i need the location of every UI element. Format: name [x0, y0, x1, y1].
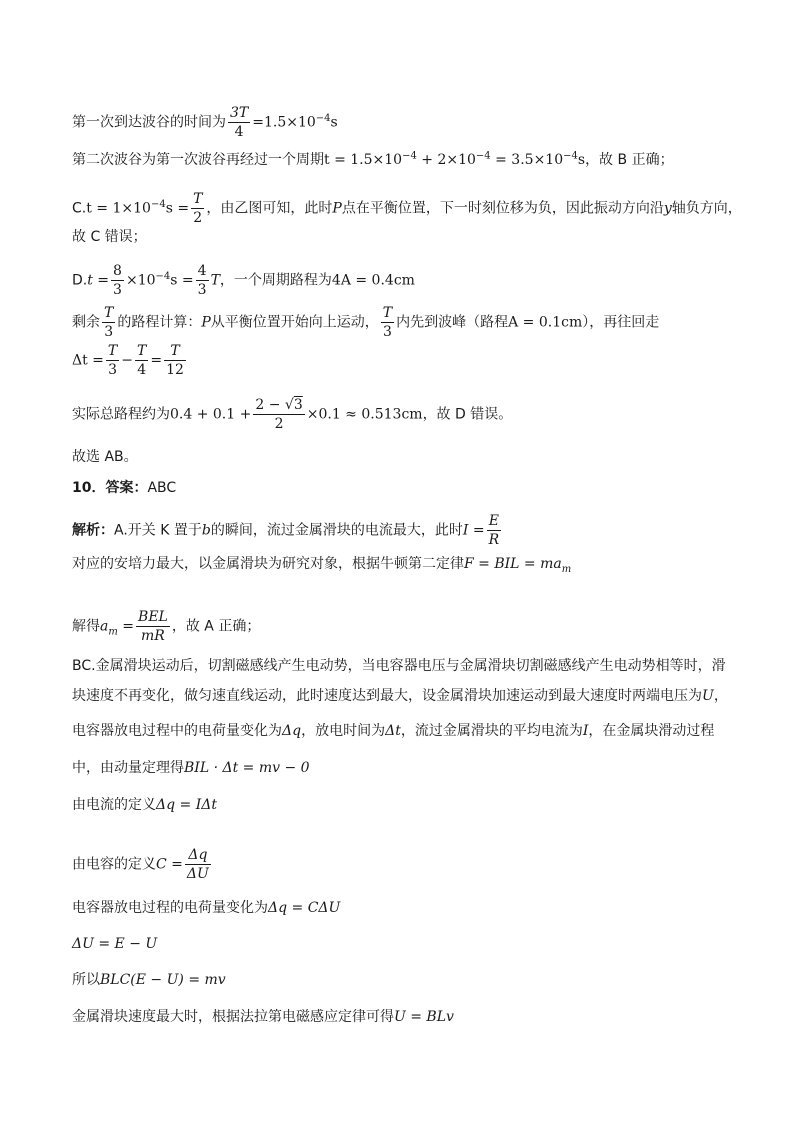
- minus: −: [121, 352, 133, 369]
- line-momentum-theorem: [72, 758, 310, 778]
- line-newton-law: [72, 554, 571, 574]
- fraction-numerator: BEL: [138, 609, 168, 625]
- math: + 2×10: [416, 152, 476, 168]
- text: 点在平衡位置，下一时刻位移为负，因此振动方向沿: [341, 200, 664, 217]
- text: 剩余: [72, 314, 100, 331]
- math: ×10: [125, 272, 156, 289]
- fraction-t-over-4: [135, 342, 148, 379]
- subscript: m: [561, 563, 572, 575]
- text: A.开关 K 置于: [114, 522, 202, 539]
- line-option-c: [72, 190, 742, 227]
- axis-y: y: [663, 200, 672, 217]
- text: 解得: [72, 618, 100, 635]
- line-delta-t: [72, 342, 188, 379]
- option-label: D.: [72, 272, 88, 289]
- fraction-e-over-r: [487, 512, 502, 549]
- text: 的瞬间，流过金属滑块的电流最大，此时: [210, 522, 463, 539]
- fraction-t-over-3: [102, 304, 115, 341]
- line-bc-voltage: [72, 686, 728, 706]
- math: t =: [87, 272, 110, 289]
- fraction-bel-over-mr: [136, 608, 170, 645]
- text: 对应的安培力最大，以金属滑块为研究对象，根据牛顿第二定律: [72, 556, 464, 572]
- text: 第二次波谷为第一次波谷再经过一个周期: [72, 152, 324, 168]
- text: 轴负方向，: [671, 200, 742, 217]
- exponent: −4: [563, 150, 578, 162]
- line-faraday: [72, 1007, 454, 1027]
- fraction-numerator: 3T: [230, 105, 249, 121]
- math: =1.5×10: [252, 114, 316, 131]
- answer-heading: 10．答案：: [72, 480, 148, 496]
- math: C =: [156, 856, 183, 873]
- line-q10-answer: [72, 478, 176, 498]
- voltage-u: U: [702, 688, 714, 704]
- terminal-b: b: [201, 522, 211, 539]
- math: Δq = CΔU: [268, 900, 341, 916]
- math: Δq = IΔt: [156, 797, 217, 813]
- fraction-denominator: 3: [113, 282, 122, 298]
- math: U = BLv: [394, 1009, 454, 1025]
- fraction-3t-over-4: [228, 104, 250, 141]
- fraction-t-over-12: [164, 342, 186, 379]
- line-so: [72, 970, 226, 990]
- fraction-numerator: T: [104, 305, 114, 321]
- text: ，故 A 正确；: [171, 618, 261, 635]
- text: ，在金属块滑动过程: [588, 723, 715, 739]
- line-acceleration: [72, 608, 260, 645]
- fraction-denominator: ΔU: [186, 866, 209, 882]
- fraction-t-over-3: [106, 342, 119, 379]
- math: ×0.1 ≈ 0.513cm: [306, 406, 423, 423]
- fraction-denominator: 3: [197, 282, 207, 298]
- math: A = 0.1cm: [508, 314, 583, 331]
- unit: s: [577, 152, 586, 168]
- fraction-t-over-2: [191, 190, 204, 227]
- fraction-denominator: R: [488, 532, 500, 548]
- math: t = 1×10: [86, 200, 151, 217]
- text: 由电容的定义: [72, 856, 156, 873]
- line-current-def: [72, 795, 217, 815]
- text: 中，由动量定理得: [72, 760, 184, 776]
- answer-value: ABC: [147, 480, 177, 496]
- exponent: −4: [475, 150, 491, 162]
- math: I =: [462, 522, 485, 539]
- exponent: −4: [150, 198, 166, 210]
- math: = 3.5×10: [490, 152, 564, 168]
- fraction-numerator: Δq: [188, 847, 208, 863]
- line-second-trough-time: [72, 150, 674, 170]
- text: 第一次到达波谷的时间为: [72, 114, 226, 131]
- fraction-numerator: [253, 396, 304, 414]
- line-charge-change: [72, 898, 340, 918]
- line-answer-ab: 故选 AB。: [72, 449, 138, 465]
- text: 金属滑块速度最大时，根据法拉第电磁感应定律可得: [72, 1009, 394, 1025]
- math: 4A = 0.4cm: [331, 272, 415, 289]
- fraction-2-minus-sqrt3-over-2: [253, 396, 304, 433]
- fraction-denominator: 3: [102, 322, 115, 341]
- fraction-denominator: 2: [191, 208, 204, 227]
- text: ，一个周期路程为: [219, 272, 332, 289]
- line-option-d: [72, 262, 415, 299]
- line-delta-u: ΔU = E − U: [72, 936, 158, 952]
- fraction-numerator: 8: [113, 263, 122, 279]
- math: a: [100, 618, 109, 635]
- text: ，由乙图可知，此时: [206, 200, 333, 217]
- fraction-denominator: mR: [136, 626, 170, 645]
- line-total-path: [72, 396, 512, 433]
- text: ，放电时间为: [301, 723, 386, 739]
- text: 的路程计算：: [117, 314, 202, 331]
- text: ，故 D 错误。: [422, 406, 513, 423]
- math: 0.4 + 0.1 +: [170, 406, 252, 423]
- math: BIL · Δt = mv − 0: [184, 760, 310, 776]
- line-first-trough-time: [72, 104, 338, 141]
- math: s =: [165, 200, 190, 217]
- text: 由电流的定义: [72, 797, 156, 813]
- fraction-denominator: 4: [228, 122, 250, 141]
- exponent: −4: [315, 112, 331, 124]
- text: ，故 B 正确；: [585, 152, 674, 168]
- analysis-heading: 解析：: [72, 522, 114, 539]
- fraction-4-over-3: [196, 262, 209, 299]
- text: 块速度不再变化，做匀速直线运动，此时速度达到最大，设金属滑块加速运动到最大速度时两端电压为: [72, 688, 702, 704]
- text: 电容器放电过程中的电荷量变化为: [72, 723, 282, 739]
- text: 所以: [72, 972, 100, 988]
- equals: =: [150, 352, 163, 369]
- fraction-numerator: T: [137, 343, 147, 359]
- radicand: 3: [293, 397, 303, 413]
- math: F = BIL = ma: [464, 556, 562, 572]
- fraction-dq-over-du: [185, 846, 211, 883]
- fraction-denominator: 2: [253, 414, 304, 433]
- line-bc-intro: BC.金属滑块运动后，切割磁感线产生电动势，当电容器电压与金属滑块切割磁感线产生电动势相等时，滑: [72, 658, 726, 674]
- fraction-numerator: T: [170, 343, 180, 359]
- math: t = 1.5×10: [324, 152, 403, 168]
- text: 内先到波峰（路程: [396, 314, 509, 331]
- math: BLC(E − U) = mv: [100, 972, 226, 988]
- unit: s: [330, 114, 338, 131]
- fraction-numerator: 4: [197, 263, 207, 279]
- text: ，: [713, 688, 728, 704]
- fraction-denominator: 12: [166, 362, 184, 378]
- fraction-numerator: E: [488, 513, 499, 529]
- delta-t: Δt: [385, 723, 401, 739]
- fraction-denominator: 3: [106, 360, 119, 379]
- line-capacitance-def: [72, 846, 213, 883]
- math: s =: [170, 272, 194, 289]
- equals: =: [117, 618, 135, 635]
- fraction-denominator: 4: [135, 360, 148, 379]
- line-bc-charge: [72, 721, 714, 741]
- option-label: C.: [72, 200, 87, 217]
- fraction-8-over-3: [111, 262, 124, 299]
- text: ），再往回走: [582, 314, 660, 331]
- math: Δt =: [72, 352, 104, 369]
- line-remaining-path: [72, 304, 659, 341]
- exponent: −4: [402, 150, 417, 162]
- fraction-numerator: T: [107, 343, 118, 359]
- text: 从平衡位置开始向上运动，: [210, 314, 379, 331]
- fraction-numerator: T: [382, 305, 393, 321]
- exponent: −4: [155, 270, 171, 282]
- delta-q: Δq: [282, 723, 302, 739]
- subscript: m: [108, 626, 118, 638]
- period-t: T: [210, 272, 220, 289]
- text: 电容器放电过程的电荷量变化为: [72, 900, 268, 916]
- text: ，流过金属滑块的平均电流为: [400, 723, 583, 739]
- current-i: I: [582, 723, 589, 739]
- fraction-denominator: 3: [381, 322, 394, 341]
- line-analysis-a: [72, 512, 503, 549]
- numerator-text: 2 − √: [255, 397, 294, 413]
- text: 实际总路程约为: [72, 406, 170, 423]
- fraction-t-over-3: [381, 304, 394, 341]
- point-p: P: [332, 200, 342, 217]
- line-c-wrong: 故 C 错误；: [72, 229, 147, 245]
- fraction-numerator: T: [193, 191, 203, 207]
- point-p: P: [201, 314, 211, 331]
